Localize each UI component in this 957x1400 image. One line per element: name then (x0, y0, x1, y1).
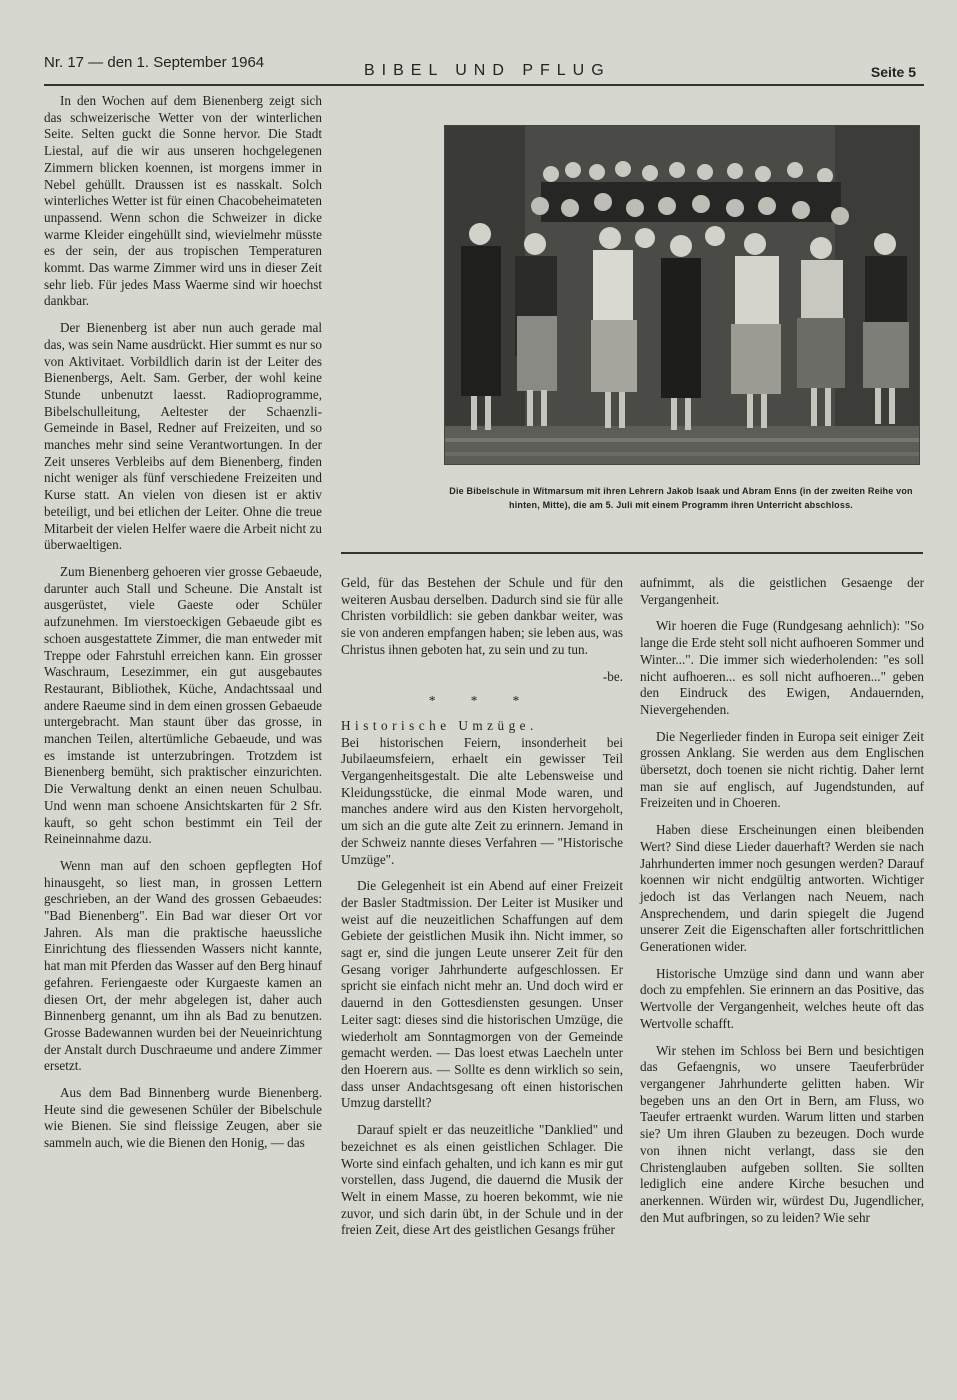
paragraph: Die Negerlieder finden in Europa seit einiger Zeit grossen Anklang. Sie werden aus dem Englischen übersetzt, doch toenen sie nicht richtig. Daher lernt man sie auf englisch, auf Jugendstunden, auf Freizeiten und in Choeren. (640, 728, 924, 811)
section-rule (341, 552, 923, 554)
issue-date: Nr. 17 — den 1. September 1964 (44, 54, 265, 71)
paragraph: Aus dem Bad Binnenberg wurde Bienenberg. Heute sind die gewesenen Schüler der Bibelschule wie Bienen. Sie sind fleissige Zeugen, aber sie sammeln auch, wie die Bienen den Honig, — das (44, 1085, 322, 1151)
column-1 (44, 93, 322, 1162)
paragraph: Haben diese Erscheinungen einen bleibenden Wert? Sind diese Lieder dauerhaft? Werden sie nach Jahrhunderten immer noch gesungen werden? Darauf koennen wir nicht endgültig antworten. Wichtiger jedoch ist das Verlangen nach Neuem, nach Ansprechendem, und darin spiegelt die Jugend unserer Zeit die Eigenschaften aller fortschrittlichen Generationen wider. (640, 822, 924, 955)
paragraph: Wenn man auf den schoen gepflegten Hof hinausgeht, so liest man, in grossen Lettern geschrieben, an der Wand des grossen Gebaeudes: "Bad Bienenberg". Ein Bad war dieser Ort vor Jahren. Als man die praktische haeussliche Einrichtung des fliessenden Wassers nicht kannte, hat man mit Pferden das Wasser auf den Berg hinauf gefahren. Feriengaeste oder Kurgaeste kamen an diesen Ort, der mehr abgelegen ist, daher auch Binnenberg genannt, um ihn als Bad zu benutzen. Grosse Badewannen wurden bei der Neueinrichtung der Anstalt durch Duschraeume und andere Zimmer ersetzt. (44, 857, 322, 1074)
paragraph: Wir hoeren die Fuge (Rundgesang aehnlich): "So lange die Erde steht soll nicht aufhoeren Sommer und Winter...". Die immer sich wiederholenden: "es soll nicht aufhoeren... es soll nicht aufhoeren..." geben den Eindruck des Ewigen, Andauernden, Nievergehenden. (640, 618, 924, 717)
paragraph: aufnimmt, als die geistlichen Gesaenge der Vergangenheit. (640, 575, 924, 607)
paragraph: Zum Bienenberg gehoeren vier grosse Gebaeude, darunter auch Stall und Scheune. Die Anstalt ist ausgerüstet, viele Gaeste oder Schüler aufzunehmen. Im vierstoeckigen Gebaeude gibt es schoen ausgestattete Zimmer, die man entweder mit Treppe oder Fahrstuhl erreichen kann. Ein grosser Waschraum, Lesezimmer, ein gut ausgebautes Restaurant, Bibliothek, Küche, Andachtssaal und andere Raeume sind in dem einen grossen Gebaeude untergebracht. Man staunt über das grosse, in manchen Teilen, altertümliche Gebaeude, und was es imstande ist unterzubringen. Trotzdem ist Bienenberg bemüht, sich praktischer einzurichten. Die Verwaltung denkt an einen neuen Schulbau. Und wenn man schoene Ansichtskarten für 2 Sfr. kauft, so geht schon bestimmt ein Teil der Reineinnahme dazu. (44, 563, 322, 847)
paragraph: Historische Umzüge sind dann und wann aber doch zu empfehlen. Sie erinnern an das Positive, das Wertvolle der Vergangenheit, welches heute oft das Wertvolle schafft. (640, 965, 924, 1031)
column-3 (640, 575, 924, 1236)
header-rule (44, 84, 924, 86)
photo-caption: Die Bibelschule in Witmarsum mit ihren Lehrern Jakob Isaak und Abram Enns (in der zweiten Reihe von hinten, Mitte), die am 5. Juli mit einem Programm ihren Unterricht abschloss. (449, 486, 913, 510)
paragraph: Die Gelegenheit ist ein Abend auf einer Freizeit der Basler Stadtmission. Der Leiter ist Musiker und weist auf die neuzeitlichen Schaffungen auf dem Gebiete der geistlichen Musik ihn. Nicht immer, so sagt er, sind die jungen Leute unserer Zeit für den Gesang voriger Jahrhunderte aufgeschlossen. Er spricht sie einfach nicht mehr an. Und doch wird er dauernd in den Gottesdiensten gesungen. Unser Leiter sagt: dieses sind die historischen Umzüge, die wiederholt am Sonntagmorgen von der Gemeinde gemacht werden. — Das loest etwas Laecheln unter den Hoerern aus. — Sollte es denn wirklich so sein, dass unser Andachtsgesang oft einen historischen Umzug darstellt? (341, 878, 623, 1111)
paragraph: Geld, für das Bestehen der Schule und für den weiteren Ausbau derselben. Dadurch sind sie für alle Christen vorbildlich: sie geben dankbar weiter, was sie von anderen empfangen haben; sie leben aus, was Christus ihnen geboten hat, zu sein und zu tun. (341, 575, 623, 657)
author-signature: -be. (602, 668, 623, 684)
group-photo (444, 125, 920, 465)
publication-title: BIBEL UND PFLUG (364, 62, 611, 79)
paragraph: In den Wochen auf dem Bienenberg zeigt sich das schweizerische Wetter von der winterlichen Seite. Selten guckt die Sonne hervor. Die Stadt Liestal, auf die wir aus unseren hochgelegenen Zimmern blicken koennen, ist morgens immer in Nebel gehüllt. Draussen ist es nasskalt. Solch winterliches Wetter ist für einen Chacobeheimateten unpassend. Wenn schon die Schweizer in dicke warme Kleider eingehüllt sind, wievielmehr müsste es der sein, der aus tropischen Temperaturen kommt. Das warme Zimmer wird uns in dieser Zeit sehr lieb. Für jedes Mass Waerme sind wir hoechst dankbar. (44, 93, 322, 309)
article-title: Historische Umzüge. (341, 717, 538, 733)
page-number: Seite 5 (870, 64, 916, 80)
paragraph: Wir stehen im Schloss bei Bern und besichtigen das Gefaengnis, wo unsere Taeuferbrüder vergangener Jahrhunderte gelitten haben. Wir begeben uns an den Ort in Bern, am Fluss, wo Taeufer ertraenkt wurden. Warum litten und starben sie? Um ihren Glauben zu bezeugen. Doch wurde von ihnen nicht verlangt, dass sie den Christenglauben aufgeben sollten. Sie sollten lediglich eine andere Kirche besuchen und anerkennen. Würden wir, würdest Du, Jugendlicher, den Mut aufbringen, so zu leiden? Wie sehr (640, 1042, 924, 1225)
column-2 (341, 575, 623, 1249)
paragraph: Bei historischen Feiern, insonderheit bei Jubilaeumsfeiern, erhaelt ein gewisser Teil Vergangenheitsgestalt. Die alte Lebensweise und Kleidungsstücke, die einmal Mode waren, und manches andere wird aus den Kisten hervorgeholt, um sich an die gute alte Zeit zu erinnern. Jemand in der Schweiz nannte dieses Verfahren — "Historische Umzüge". (341, 734, 623, 867)
section-separator: * * * (428, 693, 536, 709)
paragraph: Darauf spielt er das neuzeitliche "Danklied" und bezeichnet es als einen geistlichen Schlager. Die Worte sind einfach gehalten, und ich kann es mir gut vorstellen, dass Jugend, die dauernd die Musik der Welt in einem Masse, zu hoeren bekommt, wie nie zuvor, und sich darin übt, in der Schule und in der freien Zeit, diese Art des geistlichen Gesangs früher (341, 1122, 623, 1238)
group-photo-image (445, 126, 919, 464)
paragraph: Der Bienenberg ist aber nun auch gerade mal das, was sein Name ausdrückt. Hier summt es nur so von Aktivitaet. Vorbildlich darin ist der Leiter des Bienenbergs, Aelt. Sam. Gerber, der wohl keine Stunde unbenutzt laesst. Radioprogramme, Bibelschulleitung, Aeltester der Schaenzli-Gemeinde in Basel, Redner auf Freizeiten, und so manches mehr sind seine Verantwortungen. In der Zeit unseres Verbleibs auf dem Bienenberg, finden nicht weniger als fünf verschiedene Freizeiten und Kurse statt. An vielen von diesen ist er aktiv beteiligt, und bei etlichen der Leiter. Ohne die treue Mitarbeit der vielen Helfer waere die Arbeit nicht zu überwaeltigen. (44, 320, 322, 553)
